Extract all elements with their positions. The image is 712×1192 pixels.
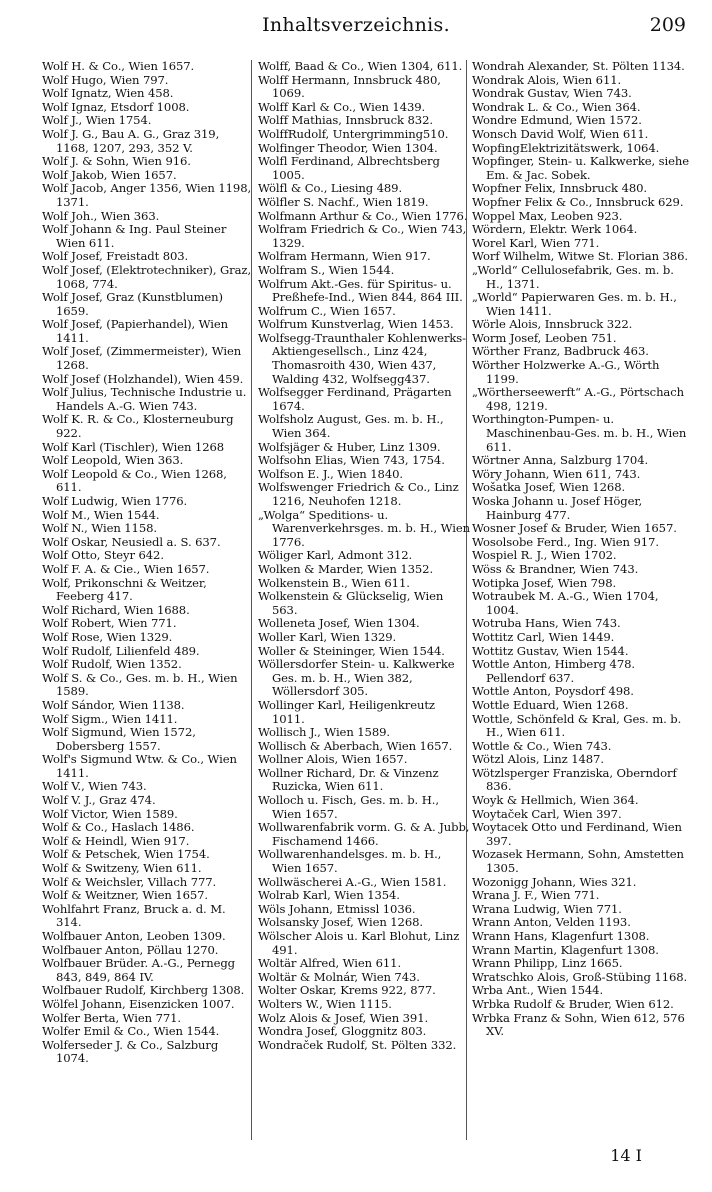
- index-entry: Wolfrum C., Wien 1657.: [258, 303, 396, 318]
- index-entry: Wölfl & Co., Liesing 489.: [258, 181, 403, 196]
- page-header: [0, 14, 712, 40]
- index-entry: Wolf Ignatz, Wien 458.: [42, 86, 174, 101]
- index-entry: Wolf F. A. & Cie., Wien 1657.: [42, 561, 210, 576]
- index-entry: Wolz Alois & Josef, Wien 391.: [258, 1010, 429, 1025]
- index-entry: Wolfsegg-Traunthaler Kohlenwerks-Aktiengesellsch., Linz 424, Thomasroith 430, Wien 437, Walding 432, Wolfsegg437.: [258, 330, 466, 386]
- index-entry: Wolf Julius, Technische Industrie u. Handels A.-G. Wien 743.: [42, 385, 247, 413]
- index-entry: Wolfson E. J., Wien 1840.: [258, 466, 403, 481]
- index-entry: Wölscher Alois u. Karl Blohut, Linz 491.: [258, 929, 460, 957]
- index-entry: Wolf Josef (Holzhandel), Wien 459.: [42, 371, 244, 386]
- index-entry: Wolf V., Wien 743.: [42, 779, 147, 794]
- index-entry: Wolfl Ferdinand, Albrechtsberg 1005.: [258, 154, 440, 182]
- index-entry: Wondre Edmund, Wien 1572.: [472, 113, 642, 128]
- index-entry: Wolf Ludwig, Wien 1776.: [42, 494, 188, 508]
- index-entry: Wolfbauer Anton, Pöllau 1270.: [42, 942, 219, 957]
- index-entry: Woytaček Carl, Wien 397.: [472, 806, 622, 821]
- index-entry: Wozonigg Johann, Wies 321.: [472, 874, 637, 889]
- index-entry: Wöllersdorfer Stein- u. Kalkwerke Ges. m. b. H., Wien 382, Wöllersdorf 305.: [258, 657, 455, 699]
- index-entry: Wolfsohn Elias, Wien 743, 1754.: [258, 453, 445, 468]
- index-entry: Wosner Josef & Bruder, Wien 1657.: [472, 521, 677, 536]
- page-number: 209: [649, 14, 686, 36]
- index-entry: Wottle & Co., Wien 743.: [472, 738, 612, 753]
- index-entry: Wollner Alois, Wien 1657.: [258, 752, 408, 767]
- index-entry: Wolfrum Akt.-Ges. für Spiritus- u. Preßhefe-Ind., Wien 844, 864 III.: [258, 276, 463, 305]
- index-entry: Wolf Robert, Wien 771.: [42, 616, 177, 631]
- index-entry: Wolf & Weichsler, Villach 777.: [42, 874, 217, 889]
- index-entry: Wolf J. & Sohn, Wien 916.: [42, 154, 191, 169]
- index-entry: Wolloch u. Fisch, Ges. m. b. H., Wien 1657.: [258, 793, 439, 821]
- index-entry: Wolf Victor, Wien 1589.: [42, 806, 178, 821]
- index-entry: Wolfswenger Friedrich & Co., Linz 1216, Neuhofen 1218.: [258, 480, 459, 508]
- index-entry: Wottle Anton, Himberg 478. Pellendorf 637.: [472, 657, 635, 685]
- index-entry: Wolf N., Wien 1158.: [42, 521, 157, 536]
- index-entry: Worf Wilhelm, Witwe St. Florian 386.: [472, 249, 688, 264]
- index-entry: Wolfram S., Wien 1544.: [258, 262, 395, 277]
- index-entry: Wolf Joh., Wien 363.: [42, 208, 160, 223]
- index-entry: Wondrak Alois, Wien 611.: [472, 72, 622, 87]
- index-entry: Wrann Hans, Klagenfurt 1308.: [472, 929, 650, 943]
- index-entry: Wolfmann Arthur & Co., Wien 1776.: [258, 208, 468, 223]
- index-entry: Wolf Johann & Ing. Paul Steiner Wien 611.: [42, 222, 227, 250]
- index-entry: WopfingElektrizitätswerk, 1064.: [472, 140, 660, 155]
- index-entry: Worthington-Pumpen- u. Maschinenbau-Ges. m. b. H., Wien 611.: [472, 412, 687, 454]
- index-entry: Wolf Josef, Graz (Kunstblumen) 1659.: [42, 290, 223, 318]
- index-entry: Woppel Max, Leoben 923.: [472, 208, 623, 223]
- index-entry: WolffRudolf, Untergrimming510.: [258, 126, 449, 141]
- index-entry: Wötzl Alois, Linz 1487.: [472, 752, 604, 767]
- index-entry: Wolfram Friedrich & Co., Wien 743, 1329.: [258, 222, 467, 250]
- index-entry: Woltär Alfred, Wien 611.: [258, 956, 402, 971]
- index-entry: Wolf Sigm., Wien 1411.: [42, 711, 178, 726]
- index-column-2: [258, 60, 470, 1052]
- index-entry: Wollisch & Aberbach, Wien 1657.: [258, 738, 453, 753]
- index-entry: Wolfer Berta, Wien 771.: [42, 1010, 182, 1025]
- index-entry: Worel Karl, Wien 771.: [472, 235, 600, 250]
- index-entry: Wolkenstein & Glückselig, Wien 563.: [258, 589, 444, 617]
- index-entry: Wolf & Switzeny, Wien 611.: [42, 861, 202, 876]
- index-entry: „World“ Papierwaren Ges. m. b. H., Wien 1411.: [472, 290, 677, 318]
- index-entry: Wolfbauer Rudolf, Kirchberg 1308.: [42, 983, 245, 998]
- index-entry: Wolf K. R. & Co., Klosterneuburg 922.: [42, 412, 234, 441]
- index-entry: Wolf, Prikonschni & Weitzer, Feeberg 417.: [42, 575, 207, 604]
- index-entry: Woller & Steininger, Wien 1544.: [258, 643, 445, 658]
- index-entry: Wottitz Carl, Wien 1449.: [472, 629, 615, 644]
- index-entry: Wolf M., Wien 1544.: [42, 507, 160, 522]
- index-entry: Wopfner Felix, Innsbruck 480.: [472, 181, 647, 196]
- signature-mark: 14 I: [610, 1146, 642, 1165]
- index-entry: Wolff Mathias, Innsbruck 832.: [258, 113, 433, 128]
- index-entry: Wrbka Rudolf & Bruder, Wien 612.: [472, 996, 674, 1011]
- index-entry: Wolsansky Josef, Wien 1268.: [258, 915, 423, 930]
- index-entry: Wondraček Rudolf, St. Pölten 332.: [258, 1037, 457, 1052]
- index-entry: Wolf Josef, Freistadt 803.: [42, 249, 189, 264]
- index-entry: Wondra Josef, Gloggnitz 803.: [258, 1024, 427, 1039]
- index-entry: „World“ Cellulosefabrik, Ges. m. b. H., 1371.: [472, 262, 674, 291]
- index-entry: Wolf Rudolf, Wien 1352.: [42, 657, 182, 672]
- index-entry: Wolf Leopold, Wien 363.: [42, 453, 184, 468]
- index-entry: Wolf S. & Co., Ges. m. b. H., Wien 1589.: [42, 670, 238, 699]
- index-entry: Woyk & Hellmich, Wien 364.: [472, 793, 639, 808]
- index-entry: Woytacek Otto und Ferdinand, Wien 397.: [472, 820, 682, 848]
- index-entry: Wollinger Karl, Heiligenkreutz 1011.: [258, 697, 435, 726]
- index-entry: Wolf Richard, Wien 1688.: [42, 602, 190, 617]
- index-entry: Wolferseder J. & Co., Salzburg 1074.: [42, 1037, 219, 1066]
- index-entry: Wöss & Brandner, Wien 743.: [472, 561, 639, 576]
- index-entry: Wolf & Co., Haslach 1486.: [42, 820, 195, 835]
- index-entry: Wolfsjäger & Huber, Linz 1309.: [258, 439, 441, 454]
- index-entry: Wolf Josef, (Papierhandel), Wien 1411.: [42, 317, 229, 345]
- index-entry: Woller Karl, Wien 1329.: [258, 629, 397, 644]
- index-entry: „Wolga“ Speditions- u. Warenverkehrsges. m. b. H., Wien 1776.: [258, 507, 470, 549]
- index-entry: Wotruba Hans, Wien 743.: [472, 616, 621, 631]
- index-entry: Wollner Richard, Dr. & Vinzenz Ruzicka, Wien 611.: [258, 765, 439, 794]
- index-entry: Wospiel R. J., Wien 1702.: [472, 548, 617, 563]
- index-entry: Wolf Hugo, Wien 797.: [42, 72, 169, 87]
- index-entry: Worm Josef, Leoben 751.: [472, 330, 617, 345]
- index-entry: Wörther Franz, Badbruck 463.: [472, 344, 649, 359]
- index-entry: Wolff, Baad & Co., Wien 1304, 611.: [258, 59, 463, 73]
- index-entry: Wohlfahrt Franz, Bruck a. d. M. 314.: [42, 901, 226, 930]
- index-entry: Wollwarenhandelsges. m. b. H., Wien 1657.: [258, 847, 442, 876]
- index-entry: Wolf Rose, Wien 1329.: [42, 629, 173, 644]
- index-entry: Wolfinger Theodor, Wien 1304.: [258, 140, 438, 155]
- index-entry: Wolff Karl & Co., Wien 1439.: [258, 99, 426, 114]
- index-entry: Wollwäscherei A.-G., Wien 1581.: [258, 874, 447, 889]
- index-entry: Wonsch David Wolf, Wien 611.: [472, 126, 649, 141]
- index-entry: Wrann Anton, Velden 1193.: [472, 915, 631, 930]
- index-entry: Wolf & Petschek, Wien 1754.: [42, 847, 210, 862]
- index-entry: Wöliger Karl, Admont 312.: [258, 548, 413, 563]
- index-entry: Wötzlsperger Franziska, Oberndorf 836.: [472, 765, 677, 794]
- index-entry: Wolrab Karl, Wien 1354.: [258, 888, 400, 903]
- index-entry: Wopfner Felix & Co., Innsbruck 629.: [472, 194, 684, 209]
- index-entry: Wrann Philipp, Linz 1665.: [472, 956, 623, 971]
- index-entry: Wolf J. G., Bau A. G., Graz 319, 1168, 1207, 293, 352 V.: [42, 126, 220, 155]
- index-entry: Wottle Anton, Poysdorf 498.: [472, 684, 634, 699]
- index-entry: Wolf Josef, (Elektrotechniker), Graz, 1068, 774.: [42, 262, 252, 291]
- index-entry: Wondrak Gustav, Wien 743.: [472, 86, 632, 101]
- index-entry: Wolfer Emil & Co., Wien 1544.: [42, 1024, 220, 1039]
- index-entry: Wörtner Anna, Salzburg 1704.: [472, 453, 649, 468]
- index-entry: Wondrak L. & Co., Wien 364.: [472, 99, 641, 114]
- index-entry: Wölfel Johann, Eisenzicken 1007.: [42, 996, 235, 1011]
- index-entry: Woltär & Molnár, Wien 743.: [258, 969, 420, 984]
- index-entry: Wördern, Elektr. Werk 1064.: [472, 222, 638, 237]
- index-entry: Wolf Jacob, Anger 1356, Wien 1198, 1371.: [42, 181, 252, 209]
- index-column-1: [42, 60, 254, 1066]
- index-entry: Wolken & Marder, Wien 1352.: [258, 561, 434, 576]
- index-entry: Wolf J., Wien 1754.: [42, 113, 152, 128]
- index-entry: Wrann Martin, Klagenfurt 1308.: [472, 942, 659, 957]
- index-entry: Wolf Ignaz, Etsdorf 1008.: [42, 99, 190, 114]
- index-entry: Wolf H. & Co., Wien 1657.: [42, 59, 195, 73]
- index-entry: Wolkenstein B., Wien 611.: [258, 575, 410, 590]
- index-entry: Wölfler S. Nachf., Wien 1819.: [258, 194, 429, 209]
- index-entry: Wrba Ant., Wien 1544.: [472, 983, 604, 998]
- index-entry: Wolf Sigmund, Wien 1572, Dobersberg 1557.: [42, 725, 196, 753]
- index-entry: Wolfbauer Brüder. A.-G., Pernegg 843, 849, 864 IV.: [42, 956, 235, 984]
- index-entry: Wollisch J., Wien 1589.: [258, 725, 390, 740]
- index-entry: Wolfsholz August, Ges. m. b. H., Wien 364.: [258, 412, 444, 441]
- index-entry: Wolf Leopold & Co., Wien 1268, 611.: [42, 466, 227, 495]
- index-entry: Wottle, Schönfeld & Kral, Ges. m. b. H., Wien 611.: [472, 711, 682, 740]
- index-entry: „Wörtherseewerft“ A.-G., Pörtschach 498, 1219.: [472, 385, 685, 413]
- index-entry: Wopfinger, Stein- u. Kalkwerke, siehe Em. & Jac. Sobek.: [472, 154, 690, 182]
- index-entry: Wolf Karl (Tischler), Wien 1268: [42, 439, 225, 454]
- index-entry: Wolfram Hermann, Wien 917.: [258, 249, 431, 264]
- page-title: Inhaltsverzeichnis.: [262, 14, 450, 36]
- index-entry: Wolters W., Wien 1115.: [258, 996, 392, 1011]
- index-entry: Wolleneta Josef, Wien 1304.: [258, 616, 420, 631]
- index-entry: Wottitz Gustav, Wien 1544.: [472, 643, 629, 658]
- index-entry: Wolf & Weitzner, Wien 1657.: [42, 888, 208, 903]
- index-entry: Wörther Holzwerke A.-G., Wörth 1199.: [472, 358, 660, 386]
- index-column-3: [472, 60, 694, 1039]
- index-entry: Wolter Oskar, Krems 922, 877.: [258, 983, 436, 998]
- index-entry: Woska Johann u. Josef Höger, Hainburg 477.: [472, 494, 643, 522]
- index-entry: Wolf's Sigmund Wtw. & Co., Wien 1411.: [42, 752, 237, 780]
- index-entry: Wolf Sándor, Wien 1138.: [42, 697, 185, 712]
- index-entry: Wotraubek M. A.-G., Wien 1704, 1004.: [472, 589, 659, 617]
- index-entry: Wolfrum Kunstverlag, Wien 1453.: [258, 317, 454, 332]
- index-entry: Wolfsegger Ferdinand, Prägarten 1674.: [258, 385, 452, 413]
- index-entry: Wolf Rudolf, Lilienfeld 489.: [42, 643, 200, 658]
- index-entry: Wolff Hermann, Innsbruck 480, 1069.: [258, 72, 441, 101]
- index-entry: Wozasek Hermann, Sohn, Amstetten 1305.: [472, 847, 684, 876]
- index-entry: Wotipka Josef, Wien 798.: [472, 575, 617, 590]
- index-entry: Wrana Ludwig, Wien 771.: [472, 901, 622, 916]
- index-entry: Wolf Oskar, Neusiedl a. S. 637.: [42, 534, 221, 549]
- index-entry: Wrana J. F., Wien 771.: [472, 888, 600, 903]
- index-entry: Wollwarenfabrik vorm. G. & A. Jubb, Fischamend 1466.: [258, 820, 470, 848]
- index-entry: Wratschko Alois, Groß-Stübing 1168.: [472, 969, 688, 984]
- index-entry: Wrbka Franz & Sohn, Wien 612, 576 XV.: [472, 1010, 685, 1039]
- index-entry: Wondrah Alexander, St. Pölten 1134.: [472, 59, 685, 73]
- index-entry: Wolf & Heindl, Wien 917.: [42, 833, 190, 848]
- index-entry: Wöry Johann, Wien 611, 743.: [472, 466, 641, 481]
- index-entry: Wolf Otto, Steyr 642.: [42, 548, 164, 563]
- index-entry: Wörle Alois, Innsbruck 322.: [472, 317, 633, 332]
- index-entry: Wolf Josef, (Zimmermeister), Wien 1268.: [42, 344, 242, 373]
- index-entry: Wöls Johann, Etmissl 1036.: [258, 901, 416, 916]
- index-entry: Wolf Jakob, Wien 1657.: [42, 167, 177, 182]
- index-entry: Wolf V. J., Graz 474.: [42, 793, 156, 808]
- index-entry: Wosolsobe Ferd., Ing. Wien 917.: [472, 534, 659, 549]
- index-entry: Wolfbauer Anton, Leoben 1309.: [42, 929, 226, 943]
- index-entry: Wottle Eduard, Wien 1268.: [472, 697, 629, 712]
- index-entry: Wošatka Josef, Wien 1268.: [472, 480, 626, 495]
